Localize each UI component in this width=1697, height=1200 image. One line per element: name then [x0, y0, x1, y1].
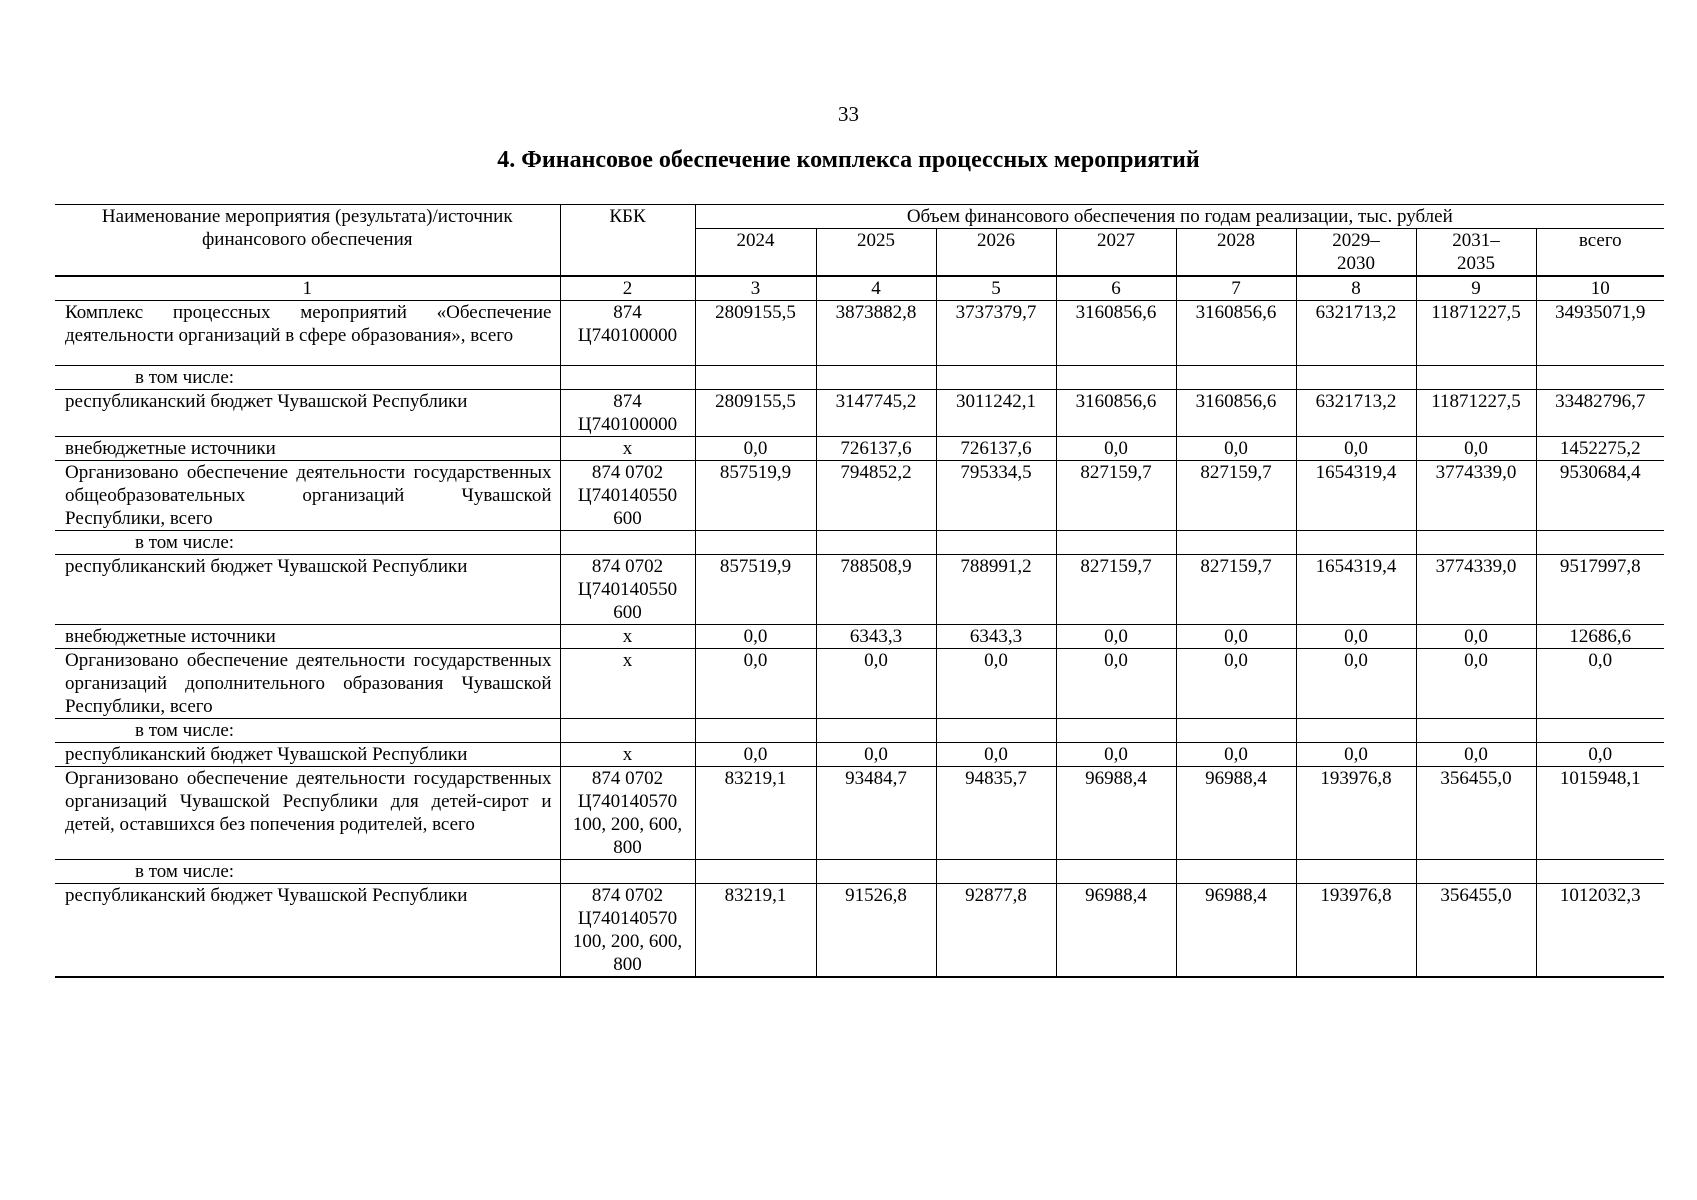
- row-year-value: 0,0: [1416, 437, 1536, 461]
- row-year-value: 6343,3: [936, 625, 1056, 649]
- row-total-value: [1536, 719, 1664, 743]
- row-year-value: 6343,3: [816, 625, 936, 649]
- table-row: [55, 743, 1664, 767]
- row-kbk: 874 0702 Ц740140550 600: [560, 555, 695, 625]
- row-name: Организовано обеспечение деятельности государственных организаций дополнительного образования Чувашской Республики, всего: [55, 649, 560, 719]
- row-total-value: 0,0: [1536, 743, 1664, 767]
- row-kbk: 874 0702 Ц740140570 100, 200, 600, 800: [560, 767, 695, 860]
- row-year-value: 788991,2: [936, 555, 1056, 625]
- row-year-value: 857519,9: [695, 555, 816, 625]
- row-total-value: 9517997,8: [1536, 555, 1664, 625]
- row-year-value: [816, 860, 936, 884]
- table-row: [55, 767, 1664, 860]
- row-total-value: 34935071,9: [1536, 301, 1664, 366]
- header-year: 2029– 2030: [1296, 229, 1416, 277]
- row-year-value: [936, 719, 1056, 743]
- table-row: [55, 555, 1664, 625]
- row-year-value: [1176, 860, 1296, 884]
- column-number: 8: [1296, 276, 1416, 301]
- row-total-value: 1012032,3: [1536, 884, 1664, 978]
- row-name: внебюджетные источники: [55, 625, 560, 649]
- row-year-value: 0,0: [1416, 625, 1536, 649]
- column-number: 4: [816, 276, 936, 301]
- row-year-value: 3873882,8: [816, 301, 936, 366]
- header-year: 2031– 2035: [1416, 229, 1536, 277]
- row-year-value: 0,0: [816, 649, 936, 719]
- row-year-value: 356455,0: [1416, 884, 1536, 978]
- row-year-value: 3774339,0: [1416, 461, 1536, 531]
- row-year-value: 0,0: [1176, 649, 1296, 719]
- table-row: [55, 437, 1664, 461]
- header-year: 2024: [695, 229, 816, 277]
- table-row: [55, 390, 1664, 437]
- row-kbk: 874 0702 Ц740140570 100, 200, 600, 800: [560, 884, 695, 978]
- row-kbk: [560, 860, 695, 884]
- column-number: 2: [560, 276, 695, 301]
- row-year-value: 795334,5: [936, 461, 1056, 531]
- row-year-value: 11871227,5: [1416, 390, 1536, 437]
- row-name: Организовано обеспечение деятельности государственных организаций Чувашской Республики для детей-сирот и детей, оставшихся без попечения родителей, всего: [55, 767, 560, 860]
- row-year-value: 193976,8: [1296, 767, 1416, 860]
- row-year-value: 0,0: [1296, 437, 1416, 461]
- table-row: [55, 884, 1664, 978]
- row-year-value: 0,0: [1416, 743, 1536, 767]
- table-row: [55, 719, 1664, 743]
- header-year: 2027: [1056, 229, 1176, 277]
- row-year-value: 0,0: [936, 649, 1056, 719]
- row-year-value: [936, 531, 1056, 555]
- row-kbk: 874 Ц740100000: [560, 301, 695, 366]
- row-kbk: x: [560, 743, 695, 767]
- row-year-value: 193976,8: [1296, 884, 1416, 978]
- row-year-value: 1654319,4: [1296, 461, 1416, 531]
- row-year-value: 0,0: [1296, 743, 1416, 767]
- row-year-value: [1056, 531, 1176, 555]
- row-year-value: [1416, 860, 1536, 884]
- row-year-value: 83219,1: [695, 767, 816, 860]
- row-year-value: 3160856,6: [1056, 390, 1176, 437]
- table-row: [55, 860, 1664, 884]
- row-year-value: [1296, 719, 1416, 743]
- row-year-value: 0,0: [1056, 743, 1176, 767]
- row-year-value: [936, 860, 1056, 884]
- table-row: [55, 366, 1664, 390]
- row-year-value: [1296, 860, 1416, 884]
- row-kbk: [560, 531, 695, 555]
- row-year-value: 0,0: [1056, 625, 1176, 649]
- row-total-value: 33482796,7: [1536, 390, 1664, 437]
- row-total-value: [1536, 531, 1664, 555]
- row-name: в том числе:: [55, 531, 560, 555]
- row-year-value: 91526,8: [816, 884, 936, 978]
- row-year-value: 3160856,6: [1176, 390, 1296, 437]
- row-year-value: 6321713,2: [1296, 301, 1416, 366]
- row-year-value: 92877,8: [936, 884, 1056, 978]
- row-year-value: 2809155,5: [695, 390, 816, 437]
- header-year: 2028: [1176, 229, 1296, 277]
- row-year-value: 3774339,0: [1416, 555, 1536, 625]
- row-year-value: 356455,0: [1416, 767, 1536, 860]
- row-kbk: 874 Ц740100000: [560, 390, 695, 437]
- table-body: [55, 276, 1664, 977]
- row-year-value: 0,0: [1176, 743, 1296, 767]
- row-name: республиканский бюджет Чувашской Республики: [55, 555, 560, 625]
- row-year-value: 0,0: [1176, 625, 1296, 649]
- row-year-value: [695, 366, 816, 390]
- row-total-value: 1015948,1: [1536, 767, 1664, 860]
- row-total-value: 0,0: [1536, 649, 1664, 719]
- row-year-value: 6321713,2: [1296, 390, 1416, 437]
- row-year-value: 0,0: [695, 625, 816, 649]
- row-name: республиканский бюджет Чувашской Республики: [55, 884, 560, 978]
- row-year-value: 0,0: [816, 743, 936, 767]
- row-year-value: 96988,4: [1176, 767, 1296, 860]
- row-year-value: 726137,6: [816, 437, 936, 461]
- column-number: 7: [1176, 276, 1296, 301]
- row-total-value: [1536, 366, 1664, 390]
- row-year-value: 96988,4: [1176, 884, 1296, 978]
- row-year-value: 94835,7: [936, 767, 1056, 860]
- header-volume: Объем финансового обеспечения по годам реализации, тыс. рублей: [695, 205, 1664, 229]
- column-number: 1: [55, 276, 560, 301]
- row-year-value: 3160856,6: [1176, 301, 1296, 366]
- row-kbk: x: [560, 649, 695, 719]
- row-year-value: 0,0: [1056, 649, 1176, 719]
- row-year-value: 0,0: [1056, 437, 1176, 461]
- column-number: 10: [1536, 276, 1664, 301]
- header-kbk: КБК: [560, 205, 695, 277]
- row-year-value: 0,0: [1176, 437, 1296, 461]
- table-row: [55, 461, 1664, 531]
- row-year-value: 788508,9: [816, 555, 936, 625]
- column-number: 9: [1416, 276, 1536, 301]
- row-year-value: 0,0: [695, 743, 816, 767]
- row-year-value: 0,0: [695, 437, 816, 461]
- row-year-value: 11871227,5: [1416, 301, 1536, 366]
- row-year-value: 827159,7: [1056, 555, 1176, 625]
- row-year-value: [1056, 860, 1176, 884]
- row-year-value: [1416, 366, 1536, 390]
- header-year: 2026: [936, 229, 1056, 277]
- row-name: республиканский бюджет Чувашской Республики: [55, 390, 560, 437]
- row-name: республиканский бюджет Чувашской Республики: [55, 743, 560, 767]
- table-row: [55, 649, 1664, 719]
- section-title: 4. Финансовое обеспечение комплекса процессных мероприятий: [497, 147, 1200, 173]
- row-total-value: [1536, 860, 1664, 884]
- row-total-value: 9530684,4: [1536, 461, 1664, 531]
- row-name: в том числе:: [55, 366, 560, 390]
- row-year-value: 857519,9: [695, 461, 816, 531]
- row-year-value: 96988,4: [1056, 884, 1176, 978]
- column-numbers-row: [55, 276, 1664, 301]
- table-row: [55, 301, 1664, 366]
- row-total-value: 12686,6: [1536, 625, 1664, 649]
- row-name: в том числе:: [55, 719, 560, 743]
- row-year-value: 3737379,7: [936, 301, 1056, 366]
- row-name: Комплекс процессных мероприятий «Обеспечение деятельности организаций в сфере образования», всего: [55, 301, 560, 366]
- row-year-value: 83219,1: [695, 884, 816, 978]
- row-year-value: [1296, 531, 1416, 555]
- column-number: 3: [695, 276, 816, 301]
- row-name: в том числе:: [55, 860, 560, 884]
- header-total: всего: [1536, 229, 1664, 277]
- financing-table: [55, 204, 1664, 978]
- row-year-value: [816, 366, 936, 390]
- row-year-value: [936, 366, 1056, 390]
- row-year-value: 96988,4: [1056, 767, 1176, 860]
- column-number: 6: [1056, 276, 1176, 301]
- table-row: [55, 625, 1664, 649]
- row-year-value: 0,0: [1296, 649, 1416, 719]
- row-year-value: 794852,2: [816, 461, 936, 531]
- row-kbk: x: [560, 437, 695, 461]
- row-year-value: [816, 719, 936, 743]
- row-kbk: 874 0702 Ц740140550 600: [560, 461, 695, 531]
- row-year-value: [1056, 366, 1176, 390]
- row-year-value: [1176, 719, 1296, 743]
- row-name: внебюджетные источники: [55, 437, 560, 461]
- row-year-value: 0,0: [1416, 649, 1536, 719]
- table-row: [55, 531, 1664, 555]
- row-year-value: 827159,7: [1056, 461, 1176, 531]
- row-year-value: [1176, 531, 1296, 555]
- row-year-value: 0,0: [1296, 625, 1416, 649]
- row-year-value: 1654319,4: [1296, 555, 1416, 625]
- row-year-value: [1056, 719, 1176, 743]
- column-number: 5: [936, 276, 1056, 301]
- row-total-value: 1452275,2: [1536, 437, 1664, 461]
- row-year-value: 0,0: [936, 743, 1056, 767]
- row-name: Организовано обеспечение деятельности государственных общеобразовательных организаций Чувашской Республики, всего: [55, 461, 560, 531]
- header-year: 2025: [816, 229, 936, 277]
- row-year-value: [1416, 531, 1536, 555]
- row-year-value: 0,0: [695, 649, 816, 719]
- row-year-value: 726137,6: [936, 437, 1056, 461]
- header-name: Наименование мероприятия (результата)/источник финансового обеспечения: [55, 205, 560, 277]
- row-year-value: 3160856,6: [1056, 301, 1176, 366]
- row-year-value: [695, 531, 816, 555]
- row-year-value: [816, 531, 936, 555]
- row-kbk: [560, 719, 695, 743]
- row-kbk: [560, 366, 695, 390]
- row-year-value: 827159,7: [1176, 555, 1296, 625]
- row-year-value: 2809155,5: [695, 301, 816, 366]
- row-year-value: [1296, 366, 1416, 390]
- row-year-value: [1176, 366, 1296, 390]
- page-number: 33: [838, 102, 859, 126]
- row-year-value: 827159,7: [1176, 461, 1296, 531]
- row-year-value: 3011242,1: [936, 390, 1056, 437]
- row-year-value: [695, 860, 816, 884]
- row-kbk: x: [560, 625, 695, 649]
- row-year-value: [1416, 719, 1536, 743]
- row-year-value: 3147745,2: [816, 390, 936, 437]
- row-year-value: [695, 719, 816, 743]
- row-year-value: 93484,7: [816, 767, 936, 860]
